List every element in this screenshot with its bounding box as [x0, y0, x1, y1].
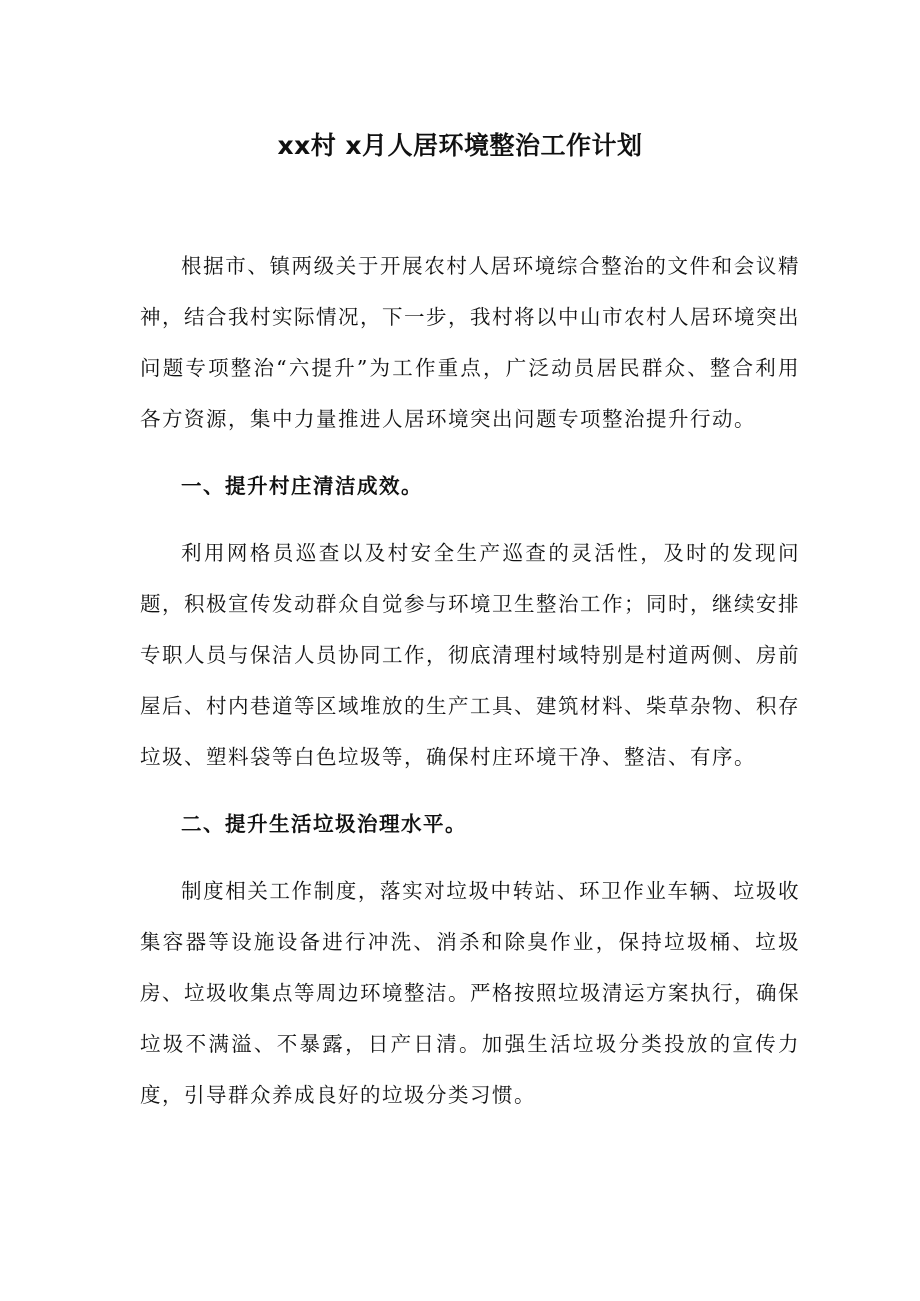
section-paragraph-1: 利用网格员巡查以及村安全生产巡查的灵活性，及时的发现问题，积极宣传发动群众自觉参与环境卫生整治工作；同时，继续安排专职人员与保洁人员协同工作，彻底清理村域特别是村道两侧、房前屋后、村内巷道等区域堆放的生产工具、建筑材料、柴草杂物、积存垃圾、塑料袋等白色垃圾等，确保村庄环境干净、整洁、有序。: [140, 541, 800, 769]
document-body: [140, 241, 800, 1121]
section-paragraph-2: 制度相关工作制度，落实对垃圾中转站、环卫作业车辆、垃圾收集容器等设施设备进行冲洗、消杀和除臭作业，保持垃圾桶、垃圾房、垃圾收集点等周边环境整洁。严格按照垃圾清运方案执行，确保垃圾不满溢、不暴露，日产日清。加强生活垃圾分类投放的宣传力度，引导群众养成良好的垃圾分类习惯。: [140, 879, 800, 1107]
intro-paragraph: 根据市、镇两级关于开展农村人居环境综合整治的文件和会议精神，结合我村实际情况，下一步，我村将以中山市农村人居环境突出问题专项整治“六提升”为工作重点，广泛动员居民群众、整合利用各方资源，集中力量推进人居环境突出问题专项整治提升行动。: [140, 254, 800, 431]
document-title: xx村 x月人居环境整治工作计划: [277, 131, 643, 160]
section-heading-1: 一、提升村庄清洁成效。: [181, 474, 423, 498]
section-heading-2: 二、提升生活垃圾治理水平。: [181, 812, 467, 836]
